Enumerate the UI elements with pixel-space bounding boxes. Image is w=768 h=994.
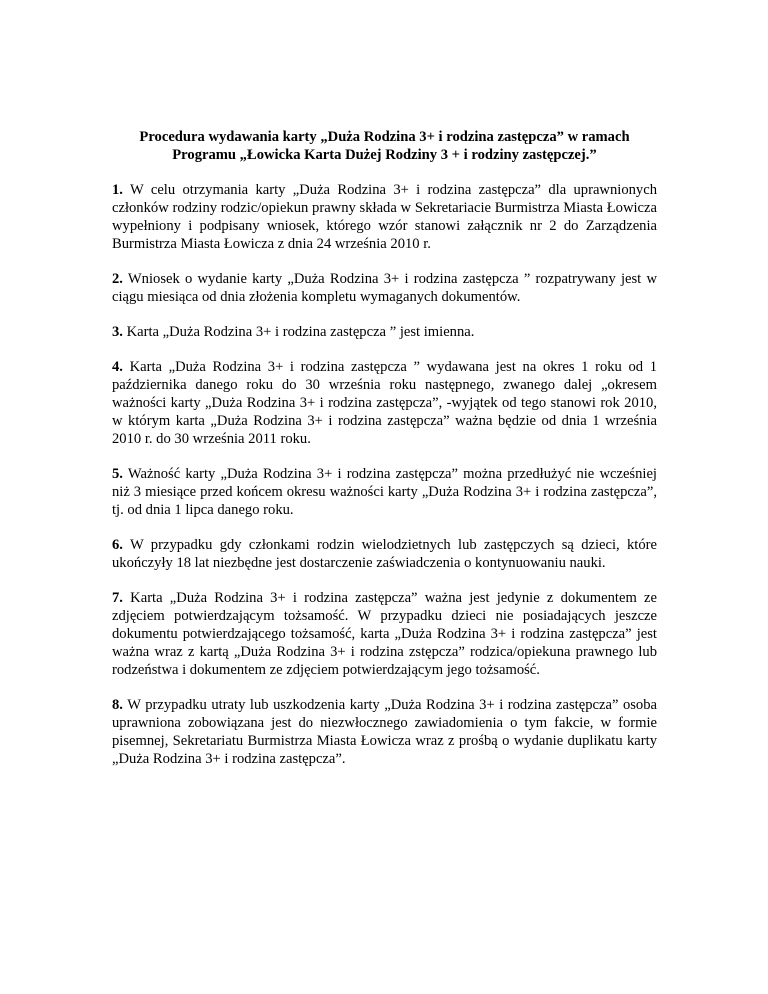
paragraph-6 — [112, 536, 657, 572]
paragraph-text: Karta „Duża Rodzina 3+ i rodzina zastępcza” ważna jest jedynie z dokumentem ze zdjęciem potwierdzającym tożsamość. W przypadku dzieci nie posiadających jeszcze dokumentu potwierdzającego tożsamość, karta „Duża Rodzina 3+ i rodzina zastępcza” jest ważna wraz z kartą „Duża Rodzina 3+ i rodzina zstępcza” rodzica/opiekuna prawnego lub rodzeństwa i dokumentem ze zdjęciem potwierdzającym jego tożsamość. — [112, 590, 657, 678]
paragraph-text: W przypadku utraty lub uszkodzenia karty „Duża Rodzina 3+ i rodzina zastępcza” osoba uprawniona zobowiązana jest do niezwłocznego zawiadomienia o tym fakcie, w formie pisemnej, Sekretariatu Burmistrza Miasta Łowicza wraz z prośbą o wydanie duplikatu karty „Duża Rodzina 3+ i rodzina zastępcza”. — [112, 697, 657, 767]
document-page — [112, 128, 657, 785]
paragraph-text: W przypadku gdy członkami rodzin wielodzietnych lub zastępczych są dzieci, które ukończyły 18 lat niezbędne jest dostarczenie zaświadczenia o kontynuowaniu nauki. — [112, 537, 657, 571]
paragraph-number: 8. — [112, 697, 123, 713]
title-line-1: Procedura wydawania karty „Duża Rodzina 3+ i rodzina zastępcza” w ramach — [139, 129, 630, 145]
document-title — [112, 128, 657, 164]
paragraph-8 — [112, 696, 657, 768]
paragraph-number: 1. — [112, 182, 123, 198]
paragraph-number: 7. — [112, 590, 123, 606]
paragraph-2 — [112, 270, 657, 306]
paragraph-1 — [112, 181, 657, 253]
paragraph-5 — [112, 465, 657, 519]
paragraph-text: W celu otrzymania karty „Duża Rodzina 3+ i rodzina zastępcza” dla uprawnionych członków rodziny rodzic/opiekun prawny składa w Sekretariacie Burmistrza Miasta Łowicza wypełniony i podpisany wniosek, którego wzór stanowi załącznik nr 2 do Zarządzenia Burmistrza Miasta Łowicza z dnia 24 września 2010 r. — [112, 182, 657, 252]
paragraph-number: 3. — [112, 324, 123, 340]
paragraph-text: Ważność karty „Duża Rodzina 3+ i rodzina zastępcza” można przedłużyć nie wcześniej niż 3 miesiące przed końcem okresu ważności karty „Duża Rodzina 3+ i rodzina zastępcza”, tj. od dnia 1 lipca danego roku. — [112, 466, 657, 518]
title-line-2: Programu „Łowicka Karta Dużej Rodziny 3 + i rodziny zastępczej.” — [172, 147, 597, 163]
paragraph-7 — [112, 589, 657, 679]
paragraph-number: 5. — [112, 466, 123, 482]
paragraph-3 — [112, 323, 657, 341]
paragraph-text: Wniosek o wydanie karty „Duża Rodzina 3+ i rodzina zastępcza ” rozpatrywany jest w ciągu miesiąca od dnia złożenia kompletu wymaganych dokumentów. — [112, 271, 657, 305]
paragraph-text: Karta „Duża Rodzina 3+ i rodzina zastępcza ” wydawana jest na okres 1 roku od 1 października danego roku do 30 września roku następnego, zwanego dalej „okresem ważności karty „Duża Rodzina 3+ i rodzina zastępcza”, -wyjątek od tego stanowi rok 2010, w którym karta „Duża Rodzina 3+ i rodzina zastępcza” ważna będzie od dnia 1 września 2010 r. do 30 września 2011 roku. — [112, 359, 657, 447]
paragraph-number: 6. — [112, 537, 123, 553]
paragraph-number: 2. — [112, 271, 123, 287]
paragraph-number: 4. — [112, 359, 123, 375]
paragraph-text: Karta „Duża Rodzina 3+ i rodzina zastępcza ” jest imienna. — [122, 324, 475, 340]
paragraph-4 — [112, 358, 657, 448]
